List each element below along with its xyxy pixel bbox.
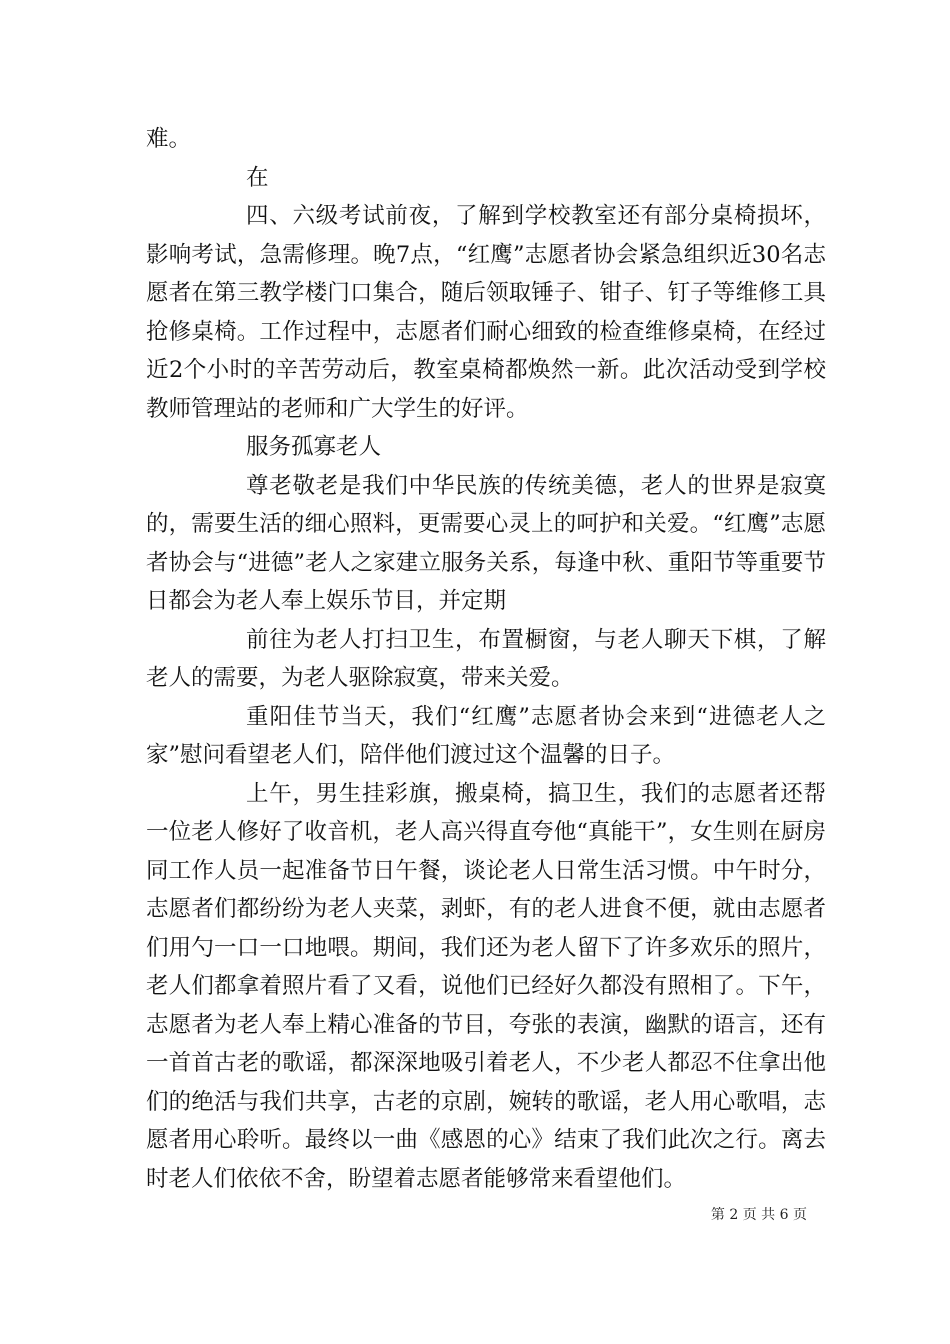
paragraph-visit-details: 上午，男生挂彩旗，搬桌椅，搞卫生，我们的志愿者还帮一位老人修好了收音机，老人高兴得直夸他“真能干”，女生则在厨房同工作人员一起准备节日午餐，谈论老人日常生活习惯。中午时分，志愿者们都纷纷为老人夹菜，剥虾，有的老人进食不便，就由志愿者们用勺一口一口地喂。期间，我们还为老人留下了许多欢乐的照片，老人们都拿着照片看了又看，说他们已经好久都没有照相了。下午，志愿者为老人奉上精心准备的节目，夸张的表演，幽默的语言，还有一首首古老的歌谣，都深深地吸引着老人，不少老人都忍不住拿出他们的绝活与我们共享，古老的京剧，婉转的歌谣，老人用心歌唱，志愿者用心聆听。最终以一曲《感恩的心》结束了我们此次之行。离去时老人们依依不舍，盼望着志愿者能够常来看望他们。 [146, 780, 826, 1192]
paragraph-continuation: 难。 [146, 126, 192, 152]
section-heading-elderly-service: 服务孤寡老人 [246, 434, 382, 460]
paragraph-respect-elders: 尊老敬老是我们中华民族的传统美德，老人的世界是寂寞的，需要生活的细心照料，更需要心灵上的呵护和关爱。“红鹰”志愿者协会与“进德”老人之家建立服务关系，每逢中秋、重阳节等重要节日都会为老人奉上娱乐节目，并定期 [146, 472, 826, 614]
paragraph-exam-desk-repair: 四、六级考试前夜，了解到学校教室还有部分桌椅损坏，影响考试，急需修理。晚7点，“红鹰”志愿者协会紧急组织近30名志愿者在第三教学楼门口集合，随后领取锤子、钳子、钉子等维修工具抢修桌椅。工作过程中，志愿者们耐心细致的检查维修桌椅，在经过近2个小时的辛苦劳动后，教室桌椅都焕然一新。此次活动受到学校教师管理站的老师和广大学生的好评。 [146, 203, 826, 422]
document-body [146, 120, 826, 1198]
page-number: 第 2 页 共 6 页 [710, 1207, 807, 1223]
paragraph-fragment: 在 [246, 164, 269, 191]
paragraph-double-ninth-visit: 重阳佳节当天，我们“红鹰”志愿者协会来到“进德老人之家”慰问看望老人们，陪伴他们渡过这个温馨的日子。 [146, 703, 826, 768]
paragraph-regular-visits: 前往为老人打扫卫生，布置橱窗，与老人聊天下棋，了解老人的需要，为老人驱除寂寞，带来关爱。 [146, 626, 826, 691]
